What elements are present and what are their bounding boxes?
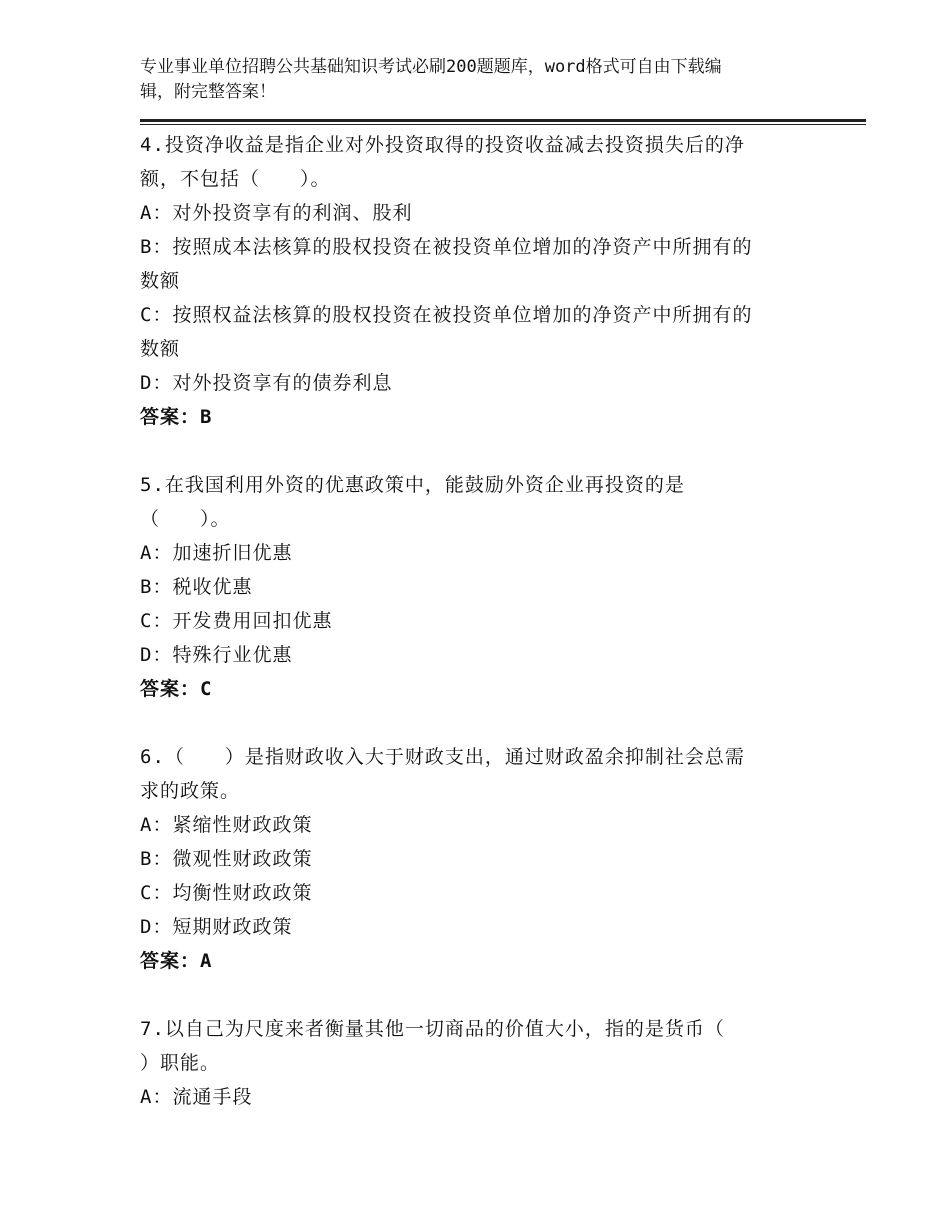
answer-option: A：对外投资享有的利润、股利 — [140, 202, 413, 224]
answer-option: B：税收优惠 — [140, 576, 253, 598]
answer-option: C：开发费用回扣优惠 — [140, 610, 333, 632]
question-stem: 6.（ ）是指财政收入大于财政支出，通过财政盈余抑制社会总需 — [140, 746, 745, 768]
question-block — [140, 468, 840, 706]
question-stem: 求的政策。 — [140, 780, 241, 802]
correct-answer: 答案：B — [140, 406, 213, 428]
question-stem: 额，不包括（ ）。 — [140, 168, 331, 190]
answer-option: 数额 — [140, 338, 181, 360]
question-stem: （ ）。 — [140, 508, 231, 530]
answer-option: B：微观性财政政策 — [140, 848, 313, 870]
answer-option: D：对外投资享有的债券利息 — [140, 372, 393, 394]
answer-option: 数额 — [140, 270, 181, 292]
question-stem: 7.以自己为尺度来者衡量其他一切商品的价值大小，指的是货币（ — [140, 1018, 725, 1040]
question-stem: 4.投资净收益是指企业对外投资取得的投资收益减去投资损失后的净 — [140, 134, 745, 156]
document-header — [140, 55, 800, 105]
answer-option: D：特殊行业优惠 — [140, 644, 293, 666]
header-divider-thin — [140, 124, 866, 125]
correct-answer: 答案：C — [140, 678, 213, 700]
question-list — [140, 128, 840, 1148]
answer-option: A：流通手段 — [140, 1086, 253, 1108]
header-line-2: 辑，附完整答案！ — [140, 82, 276, 102]
answer-option: B：按照成本法核算的股权投资在被投资单位增加的净资产中所拥有的 — [140, 236, 753, 258]
header-divider-thick — [140, 119, 866, 122]
question-stem: ）职能。 — [140, 1052, 221, 1074]
question-stem: 5.在我国利用外资的优惠政策中，能鼓励外资企业再投资的是 — [140, 474, 685, 496]
correct-answer: 答案：A — [140, 950, 213, 972]
answer-option: C：按照权益法核算的股权投资在被投资单位增加的净资产中所拥有的 — [140, 304, 753, 326]
answer-option: D：短期财政政策 — [140, 916, 293, 938]
question-block — [140, 1012, 840, 1114]
header-line-1: 专业事业单位招聘公共基础知识考试必刷200题题库，word格式可自由下载编 — [140, 57, 722, 77]
question-block — [140, 740, 840, 978]
question-block — [140, 128, 840, 434]
answer-option: A：加速折旧优惠 — [140, 542, 293, 564]
answer-option: A：紧缩性财政政策 — [140, 814, 313, 836]
answer-option: C：均衡性财政政策 — [140, 882, 313, 904]
